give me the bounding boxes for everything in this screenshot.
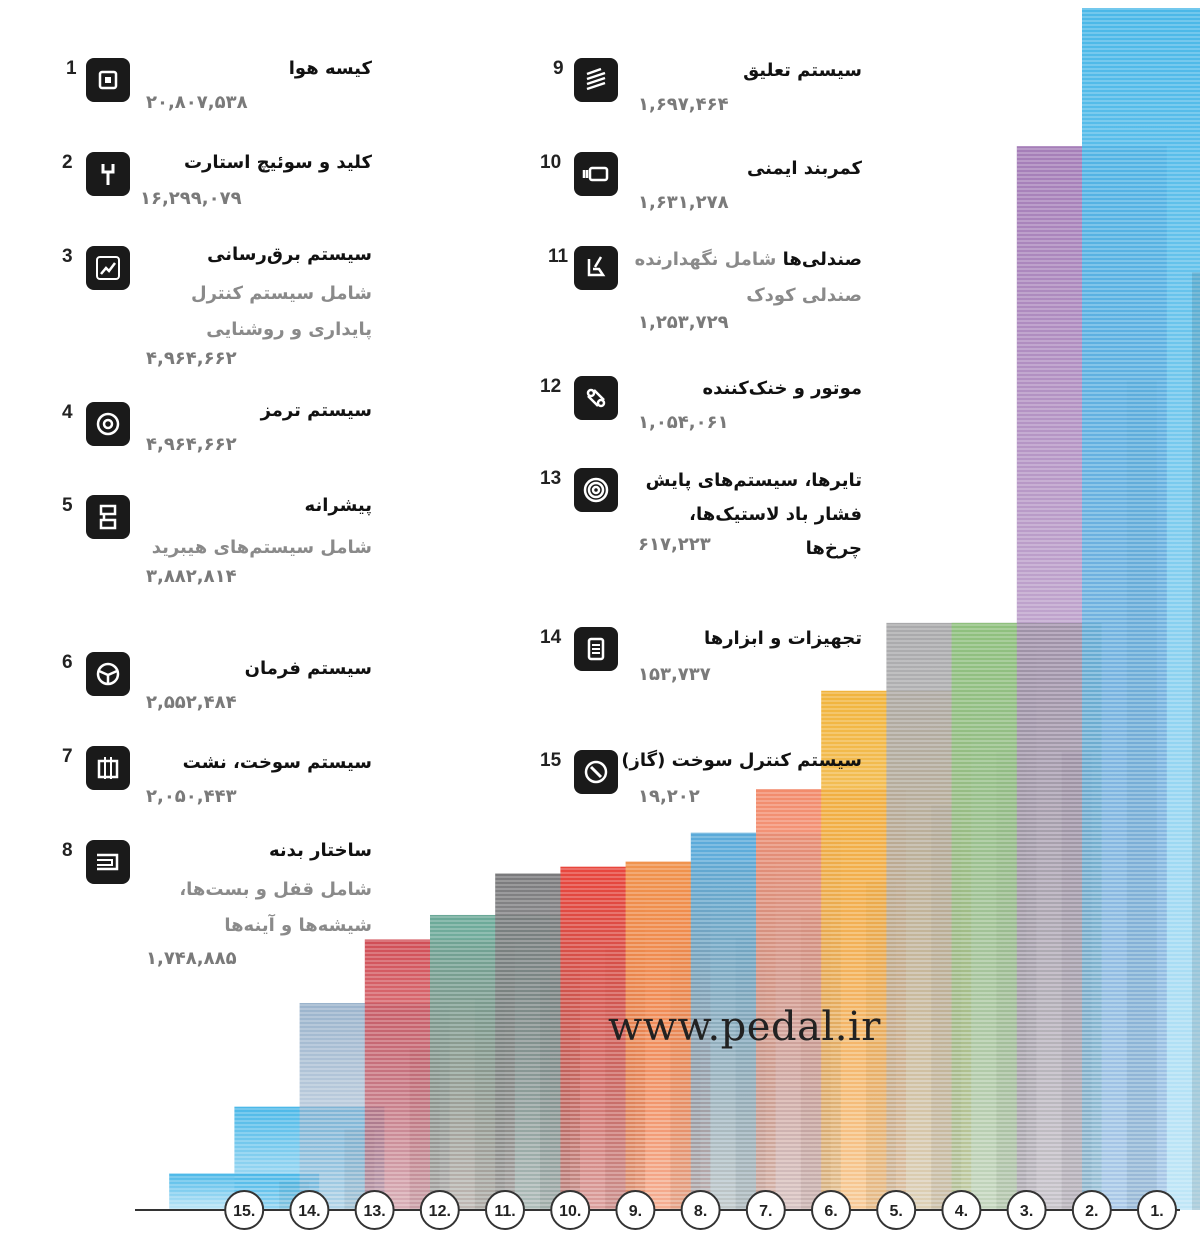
x-tick-10: [551, 1191, 589, 1229]
seatbelt-icon: [574, 152, 618, 196]
legend-item-value: ۴,۹۶۴,۶۶۲: [146, 348, 237, 369]
bar-1-stripes: [1082, 8, 1200, 1210]
legend-item-value: ۳,۸۸۲,۸۱۴: [146, 566, 237, 587]
bar-1: [1082, 8, 1200, 1210]
legend-item-number: 13: [540, 468, 562, 489]
legend-item-title-text: صندلی‌ها: [782, 249, 862, 270]
legend-item-title: [289, 58, 372, 79]
legend-item-title-text: سیستم فرمان: [244, 658, 372, 679]
x-tick-label: 3.: [1019, 1203, 1034, 1220]
legend-item-title-text: سیستم تعلیق: [743, 60, 862, 81]
legend-item-title: [704, 628, 862, 649]
x-tick-14: [290, 1191, 328, 1229]
body-structure-icon: [86, 840, 130, 884]
legend-item-title-text: پیشرانه: [304, 495, 372, 516]
legend-item-value: ۱۶,۲۹۹,۰۷۹: [140, 188, 242, 209]
legend-item-title-text: سیستم ترمز: [260, 400, 372, 421]
legend-item-value: ۱۹,۲۰۲: [638, 786, 700, 807]
x-tick-label: 6.: [824, 1203, 838, 1220]
legend-item-title: [184, 152, 372, 173]
legend-item-value: ۴,۹۶۴,۶۶۲: [146, 434, 237, 455]
x-tick-6: [812, 1191, 850, 1229]
legend-item-value: ۱,۰۵۴,۰۶۱: [638, 412, 729, 433]
x-tick-label: 13.: [363, 1203, 386, 1220]
legend-item-title: [703, 378, 863, 399]
legend-item-number: 4: [62, 402, 73, 423]
legend-item-number: 1: [66, 58, 77, 79]
x-tick-11: [486, 1191, 524, 1229]
legend-item-title-text: موتور و خنک‌کننده: [702, 378, 862, 399]
x-tick-4: [942, 1191, 980, 1229]
legend-item-title-text: کمربند ایمنی: [746, 158, 862, 179]
legend-item-title-text: تجهیزات و ابزارها: [703, 628, 862, 649]
legend-item-description: شامل سیستم‌های هیبرید: [151, 537, 372, 558]
x-tick-5: [877, 1191, 915, 1229]
suspension-icon: [574, 58, 618, 102]
legend-item-value: ۱,۶۹۷,۴۶۴: [638, 94, 729, 115]
legend-item-number: 3: [62, 246, 73, 267]
legend-item-title-text: تایرها، سیستم‌های پایش فشار باد لاستیک‌ها، چرخ‌ها: [645, 470, 862, 559]
legend-item-value: ۶۱۷,۲۲۳: [638, 534, 711, 555]
x-tick-label: 4.: [954, 1203, 969, 1220]
legend-item-number: 7: [62, 746, 73, 767]
x-tick-7: [747, 1191, 785, 1229]
legend-item-number: 5: [62, 495, 73, 516]
x-tick-label: 14.: [298, 1203, 321, 1220]
seat-icon: [574, 246, 618, 290]
legend-item-title-text: سیستم سوخت، نشت: [182, 752, 372, 773]
legend-item-value: ۲۰,۸۰۷,۵۳۸: [146, 92, 248, 113]
legend-item-title: [743, 60, 862, 81]
legend-item-number: 15: [540, 750, 562, 771]
x-tick-label: 2.: [1085, 1203, 1099, 1220]
x-tick-12: [421, 1191, 459, 1229]
legend-item-title: [183, 752, 372, 773]
legend-item-number: 12: [540, 376, 562, 397]
x-tick-13: [356, 1191, 394, 1229]
gas-control-icon: [574, 750, 618, 794]
legend-item-value: ۱,۷۴۸,۸۸۵: [146, 948, 237, 969]
bar-1-shade: [1192, 272, 1200, 1210]
airbag-icon: [86, 58, 130, 102]
legend-item-title-text: کیسه هوا: [288, 58, 372, 79]
legend-item-number: 6: [62, 652, 73, 673]
legend-item-value: ۱,۲۵۳,۷۲۹: [638, 312, 729, 333]
x-tick-label: 1.: [1150, 1203, 1164, 1220]
x-tick-9: [616, 1191, 654, 1229]
electrical-icon: [86, 246, 130, 290]
x-tick-label: 12.: [428, 1203, 451, 1220]
legend-item-title: [632, 242, 862, 314]
x-tick-8: [682, 1191, 720, 1229]
watermark-text: www.pedal.ir: [608, 1004, 881, 1050]
legend-item-description: شامل قفل و بست‌ها، شیشه‌ها و آینه‌ها: [179, 879, 372, 936]
legend-item-title: [747, 158, 862, 179]
x-tick-1: [1138, 1191, 1176, 1229]
key-icon: [86, 152, 130, 196]
tire-icon: [574, 468, 618, 512]
legend-item-description: شامل سیستم کنترل پایداری و روشنایی: [190, 283, 372, 340]
legend-item-title: [245, 658, 372, 679]
x-tick-label: 5.: [889, 1203, 903, 1220]
legend-item-title: [207, 244, 372, 265]
legend-item-title: [305, 495, 372, 516]
legend-item-number: 8: [62, 840, 73, 861]
engine-cooling-icon: [574, 376, 618, 420]
legend-item-title: [621, 750, 862, 771]
legend-item-title-text: کلید و سوئیچ استارت: [183, 152, 372, 173]
legend-item-title-text: ساختار بدنه: [269, 840, 372, 861]
x-tick-label: 11.: [494, 1203, 516, 1220]
legend-item-number: 2: [62, 152, 73, 173]
x-tick-2: [1073, 1191, 1111, 1229]
x-tick-label: 15.: [233, 1203, 256, 1220]
legend-item-value: ۲,۰۵۰,۴۴۳: [146, 786, 237, 807]
x-tick-label: 9.: [628, 1203, 643, 1220]
equipment-icon: [574, 627, 618, 671]
x-tick-15: [225, 1191, 263, 1229]
x-tick-label: 10.: [559, 1203, 582, 1220]
steering-wheel-icon: [86, 652, 130, 696]
legend-item-title-text: سیستم کنترل سوخت (گاز): [621, 750, 862, 771]
brake-icon: [86, 402, 130, 446]
legend-item-number: 14: [540, 627, 562, 648]
x-tick-3: [1008, 1191, 1046, 1229]
legend-item-number: 10: [540, 152, 562, 173]
legend-item-title: [269, 840, 372, 861]
legend-item-value: ۱۵۳,۷۳۷: [638, 664, 711, 685]
x-tick-label: 7.: [759, 1203, 773, 1220]
legend-item-value: ۱,۶۳۱,۲۷۸: [638, 192, 729, 213]
x-tick-label: 8.: [693, 1203, 708, 1220]
legend-item-title: [261, 400, 372, 421]
legend-item-title-sub: شامل نگهدارنده صندلی کودک: [634, 249, 862, 306]
legend-item-title-text: سیستم برق‌رسانی: [207, 244, 372, 265]
fuel-system-icon: [86, 746, 130, 790]
legend-item-number: 11: [548, 246, 569, 267]
legend-item-value: ۲,۵۵۲,۴۸۴: [146, 692, 237, 713]
legend-item-number: 9: [553, 58, 564, 79]
